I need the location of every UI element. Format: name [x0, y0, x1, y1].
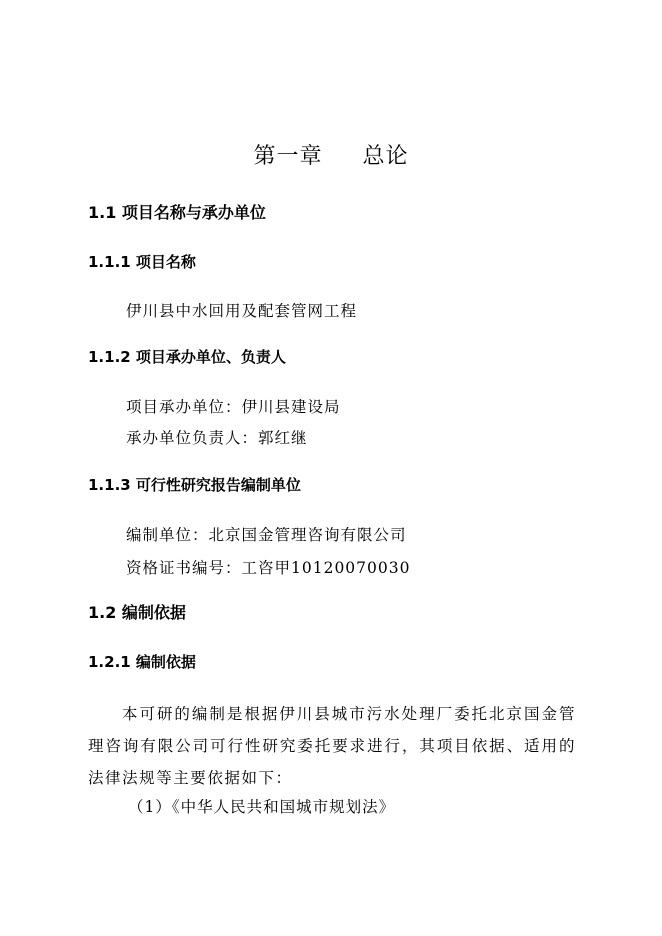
organizer-leader-text: 承办单位负责人：郭红继 [126, 429, 308, 447]
chapter-name: 总论 [362, 144, 409, 169]
chapter-title [0, 146, 662, 168]
section-heading-1-1-3: 1.1.3 可行性研究报告编制单位 [88, 476, 301, 494]
section-heading-1-2: 1.2 编制依据 [88, 603, 186, 622]
section-heading-1-2-1: 1.2.1 编制依据 [88, 653, 196, 671]
section-heading-1-1-1: 1.1.1 项目名称 [88, 253, 196, 271]
section-heading-1-1: 1.1 项目名称与承办单位 [88, 203, 266, 222]
qualification-number-text: 资格证书编号：工咨甲10120070030 [126, 559, 411, 577]
basis-paragraph: 本可研的编制是根据伊川县城市污水处理厂委托北京国金管理咨询有限公司可行性研究委托要求进行，其项目依据、适用的法律法规等主要依据如下： [88, 705, 576, 787]
section-heading-1-1-2: 1.1.2 项目承办单位、负责人 [88, 348, 286, 366]
compiling-unit-text: 编制单位：北京国金管理咨询有限公司 [126, 526, 407, 544]
project-organizer-text: 项目承办单位：伊川县建设局 [126, 398, 341, 416]
chapter-number: 第一章 [253, 144, 323, 169]
project-name-text: 伊川县中水回用及配套管网工程 [126, 302, 358, 320]
basis-list-item: （1）《中华人民共和国城市规划法》 [128, 798, 396, 816]
